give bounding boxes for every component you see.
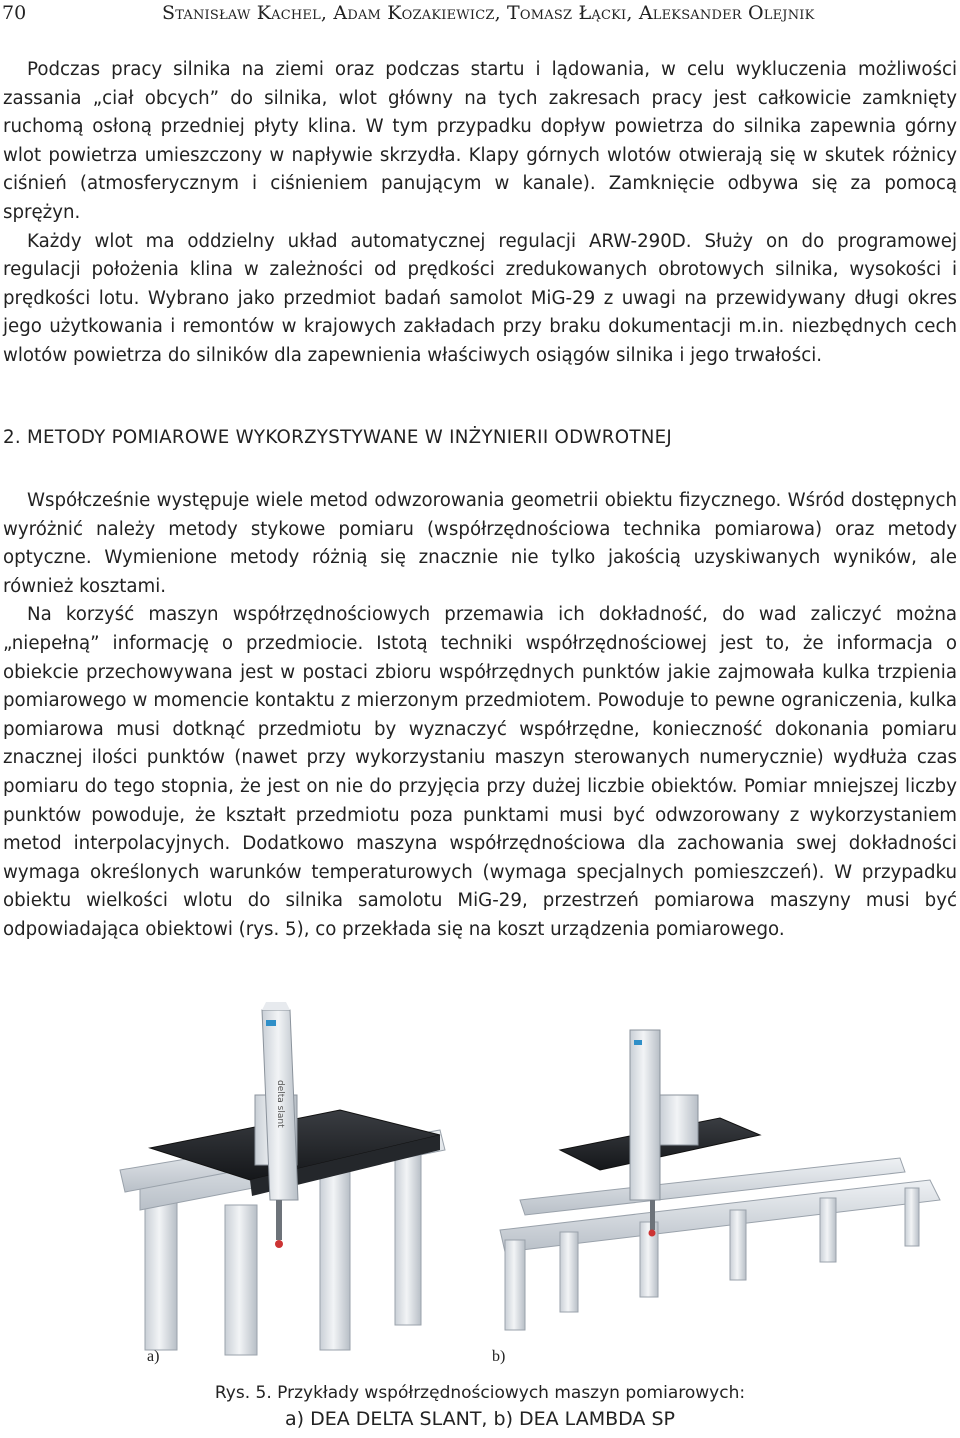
page-number: 70 bbox=[2, 2, 27, 24]
paragraph: Na korzyść maszyn współrzędnościowych przemawia ich dokładność, do wad zaliczyć można „niepełną” informację o przedmiocie. Istotą techniki współrzędnościowej jest to, że informacja o obiekcie przechowywana jest w postaci zbioru współrzędnych punktów jakie zajmowała kulka trzpienia pomiarowego w momencie kontaktu z mierzonym przedmiotem. Powoduje to pewne ograniczenia, kulka pomiarowa musi dotknąć przedmiotu by wyznaczyć współrzędne, konieczność dokonania pomiaru znacznej ilości punktów (nawet przy wykorzystaniu maszyn sterowanych numerycznie) wydłuża czas pomiaru do tego stopnia, że jest on nie do przyjęcia przy dużej liczbie obiektów. Pomiar mniejszej liczby punktów powoduje, że kształt przedmiotu poza punktami musi być odwzorowany z wykorzystaniem metod interpolacyjnych. Dodatkowo maszyna współrzędnościowa dla zachowania swej dokładności wymaga określonych warunków temperaturowych (wymaga specjalnych pomieszczeń). W przypadku obiektu wielkości wlotu do silnika samolotu MiG-29, przestrzeń pomiarowa maszyny musi być odpowiadająca obiektowi (rys. 5), co przekłada się na koszt urządzenia pomiarowego. bbox=[3, 604, 957, 940]
figure-caption: Rys. 5. Przykłady współrzędnościowych maszyn pomiarowych: bbox=[214, 1383, 746, 1403]
section-heading: 2. METODY POMIAROWE WYKORZYSTYWANE W INŻYNIERII ODWROTNEJ bbox=[3, 427, 673, 448]
intro-text-block bbox=[3, 56, 957, 371]
figure-illustration bbox=[0, 1000, 960, 1380]
machine-b-lambda-sp bbox=[500, 1030, 940, 1330]
paragraph: Każdy wlot ma oddzielny układ automatycznej regulacji ARW-290D. Służy on do programowej regulacji położenia klina w zależności od prędkości zredukowanych obrotowych silnika, wysokości i prędkości lotu. Wybrano jako przedmiot badań samolot MiG-29 z uwagi na przewidywany długi okres jego użytkowania i remontów w krajowych zakładach przy braku dokumentacji m.in. niezbędnych cech wlotów powietrza do silników dla zapewnienia właściwych osiągów silnika i jego trwałości. bbox=[3, 230, 957, 366]
figure-caption-subtitle: a) DEA DELTA SLANT, b) DEA LAMBDA SP bbox=[284, 1408, 675, 1430]
running-head-authors: Stanisław Kachel, Adam Kozakiewicz, Tomasz Łącki, Aleksander Olejnik bbox=[162, 2, 815, 24]
machine-a-delta-slant bbox=[120, 1002, 445, 1355]
figure-label-a: a) bbox=[147, 1348, 160, 1365]
page-header bbox=[0, 0, 960, 28]
paragraph: Współcześnie występuje wiele metod odwzorowania geometrii obiektu fizycznego. Wśród dostępnych wyróżnić należy metody stykowe pomiaru (współrzędnościowa technika pomiarowa) oraz metody optyczne. Wymienione metody różnią się znacznie nie tylko jakością uzyskiwanych wyników, ale również kosztami. bbox=[3, 490, 957, 597]
paragraph: Podczas pracy silnika na ziemi oraz podczas startu i lądowania, w celu wykluczenia możliwości zassania „ciał obcych” do silnika, wlot główny na tych zakresach pracy jest całkowicie zamknięty ruchomą osłoną przedniej płyty klina. W tym przypadku dopływ powietrza do silnika zapewnia górny wlot powietrza umieszczony w napływie skrzydła. Klapy górnych wlotów otwierają się w skutek różnicy ciśnień (atmosferycznym i ciśnieniem panującym w kanale). Zamknięcie odbywa się za pomocą sprężyn. bbox=[3, 59, 957, 223]
figure-label-b: b) bbox=[492, 1348, 506, 1365]
machine-brand-logo: delta slant bbox=[275, 1080, 285, 1128]
section-text-block bbox=[3, 487, 957, 945]
figure-cmm-machines bbox=[0, 1000, 960, 1380]
